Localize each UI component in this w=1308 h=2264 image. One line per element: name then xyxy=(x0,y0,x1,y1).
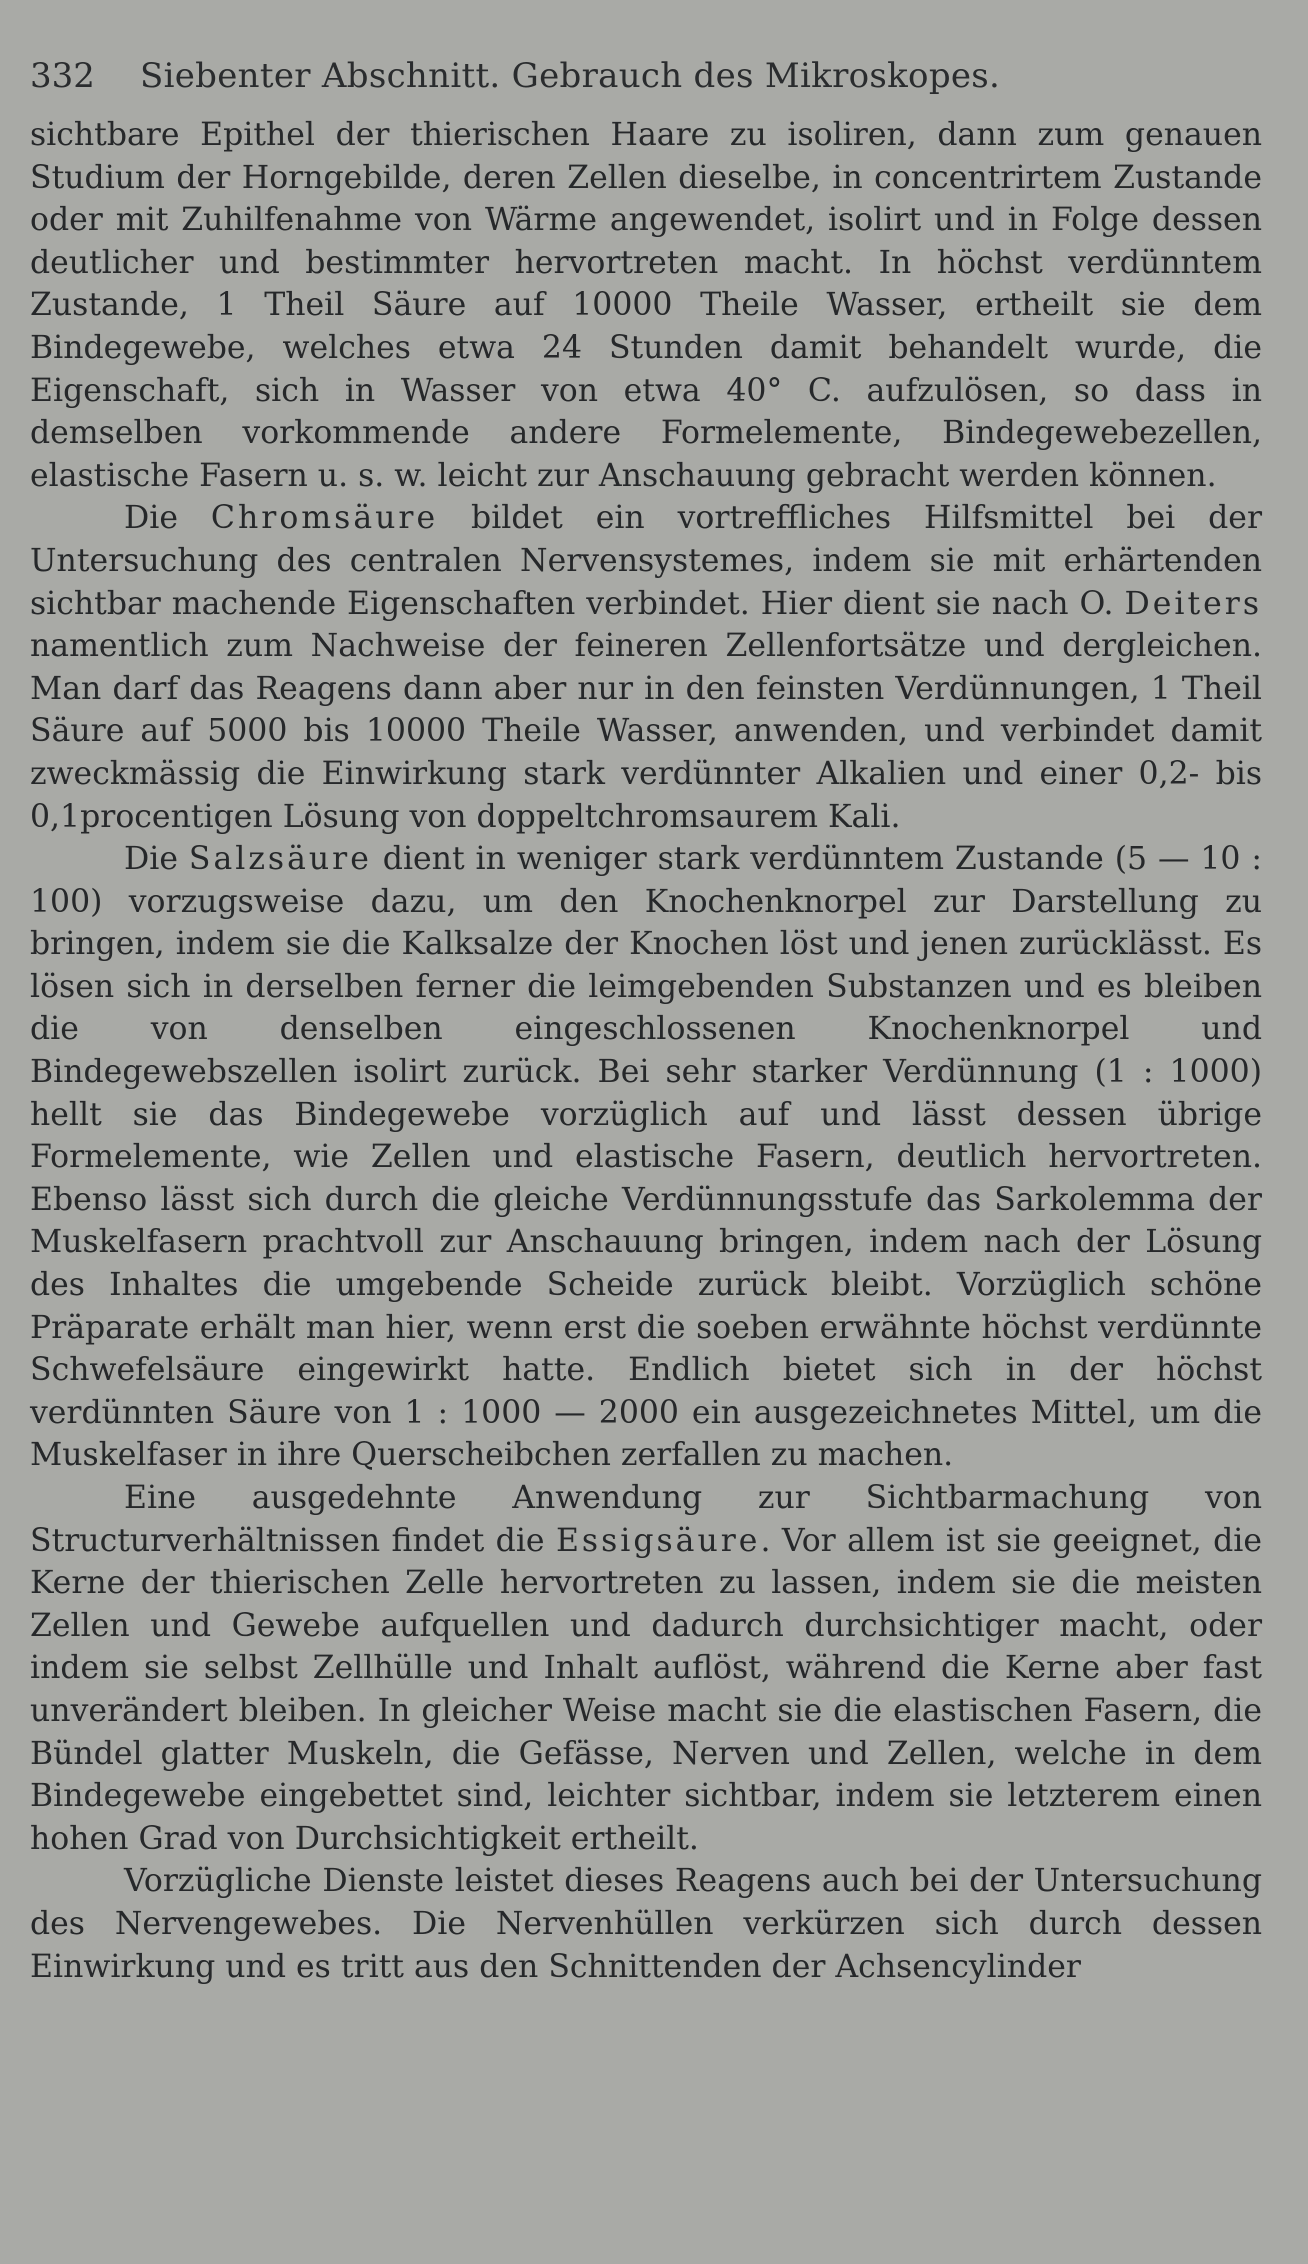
paragraph-1 xyxy=(30,114,1262,497)
paragraph-text: Die xyxy=(124,500,211,537)
paragraph-text: dient in weniger stark verdünntem Zustande (5 — 10 : 100) vorzugsweise dazu, um den Knochenknorpel zur Darstellung zu bringen, indem sie die Kalksalze der Knochen löst und jenen zurücklässt. Es lösen sich in derselben ferner die leimgebenden Substanzen und es bleiben die von denselben eingeschlossenen Knochenknorpel und Bindegewebszellen isolirt zurück. Bei sehr starker Verdünnung (1 : 1000) hellt sie das Bindegewebe vorzüglich auf und lässt dessen übrige Formelemente, wie Zellen und elastische Fasern, deutlich hervortreten. Ebenso lässt sich durch die gleiche Verdünnungsstufe das Sarkolemma der Muskelfasern prachtvoll zur Anschauung bringen, indem nach der Lösung des Inhaltes die umgebende Scheide zurück bleibt. Vorzüglich schöne Präparate erhält man hier, wenn erst die soeben erwähnte höchst verdünnte Schwefelsäure eingewirkt hatte. Endlich bietet sich in der höchst verdünnten Säure von 1 : 1000 — 2000 ein ausgezeichnetes Mittel, um die Muskelfaser in ihre Querscheibchen zerfallen zu machen. xyxy=(30,841,1262,1474)
paragraph-5 xyxy=(30,1860,1262,1988)
paragraph-text: Vorzügliche Dienste leistet dieses Reagens auch bei der Untersuchung des Nervengewebes. Die Nervenhüllen verkürzen sich durch dessen Einwirkung und es tritt aus den Schnittenden der Achsencylinder xyxy=(30,1863,1262,1985)
term-chromsaeure: Chromsäure xyxy=(210,500,439,537)
paragraph-2-chromsaeure xyxy=(30,497,1262,838)
paragraph-3-salzsaeure xyxy=(30,838,1262,1477)
term-salzsaeure: Salzsäure xyxy=(188,841,372,878)
paragraph-text: . Vor allem ist sie geeignet, die Kerne der thierischen Zelle hervortreten zu lassen, indem sie die meisten Zellen und Gewebe aufquellen und dadurch durchsichtiger macht, oder indem sie selbst Zellhülle und Inhalt auflöst, während die Kerne aber fast unverändert bleiben. In gleicher Weise macht sie die elastischen Fasern, die Bündel glatter Muskeln, die Gefässe, Nerven und Zellen, welche in dem Bindegewebe eingebettet sind, leichter sichtbar, indem sie letzterem einen hohen Grad von Durchsichtigkeit ertheilt. xyxy=(30,1522,1263,1857)
author-deiters: Deiters xyxy=(1124,585,1262,622)
body-text xyxy=(30,114,1262,1988)
page-header xyxy=(30,48,1260,104)
paragraph-text: Die xyxy=(124,841,189,878)
paragraph-4-essigsaeure xyxy=(30,1477,1262,1860)
paragraph-text: sichtbare Epithel der thierischen Haare zu isoliren, dann zum genauen Studium der Horngebilde, deren Zellen dieselbe, in concentrirtem Zustande oder mit Zuhilfenahme von Wärme angewendet, isolirt und in Folge dessen deutlicher und bestimmter hervortreten macht. In höchst verdünntem Zustande, 1 Theil Säure auf 10000 Theile Wasser, ertheilt sie dem Bindegewebe, welches etwa 24 Stunden damit behandelt wurde, die Eigenschaft, sich in Wasser von etwa 40° C. aufzulösen, so dass in demselben vorkommende andere Formelemente, Bindegewebezellen, elastische Fasern u. s. w. leicht zur Anschauung gebracht werden können. xyxy=(30,117,1262,494)
page-number: 332 xyxy=(30,56,95,96)
paragraph-text: namentlich zum Nachweise der feineren Zellenfortsätze und dergleichen. Man darf das Reagens dann aber nur in den feinsten Verdünnungen, 1 Theil Säure auf 5000 bis 10000 Theile Wasser, anwenden, und verbindet damit zweckmässig die Einwirkung stark verdünnter Alkalien und einer 0,2- bis 0,1procentigen Lösung von doppeltchromsaurem Kali. xyxy=(30,628,1262,835)
paragraph-text: bildet ein vortreffliches Hilfsmittel bei der Untersuchung des centralen Nervensystemes, indem sie mit erhärtenden sichtbar machende Eigenschaften verbindet. Hier dient sie nach O. xyxy=(30,500,1262,622)
paragraph-text: Eine ausgedehnte Anwendung zur Sichtbarmachung von Structurverhältnissen findet die xyxy=(30,1480,1262,1559)
running-title: Siebenter Abschnitt. Gebrauch des Mikroskopes. xyxy=(140,56,1001,96)
term-essigsaeure: Essigsäure xyxy=(555,1522,761,1559)
